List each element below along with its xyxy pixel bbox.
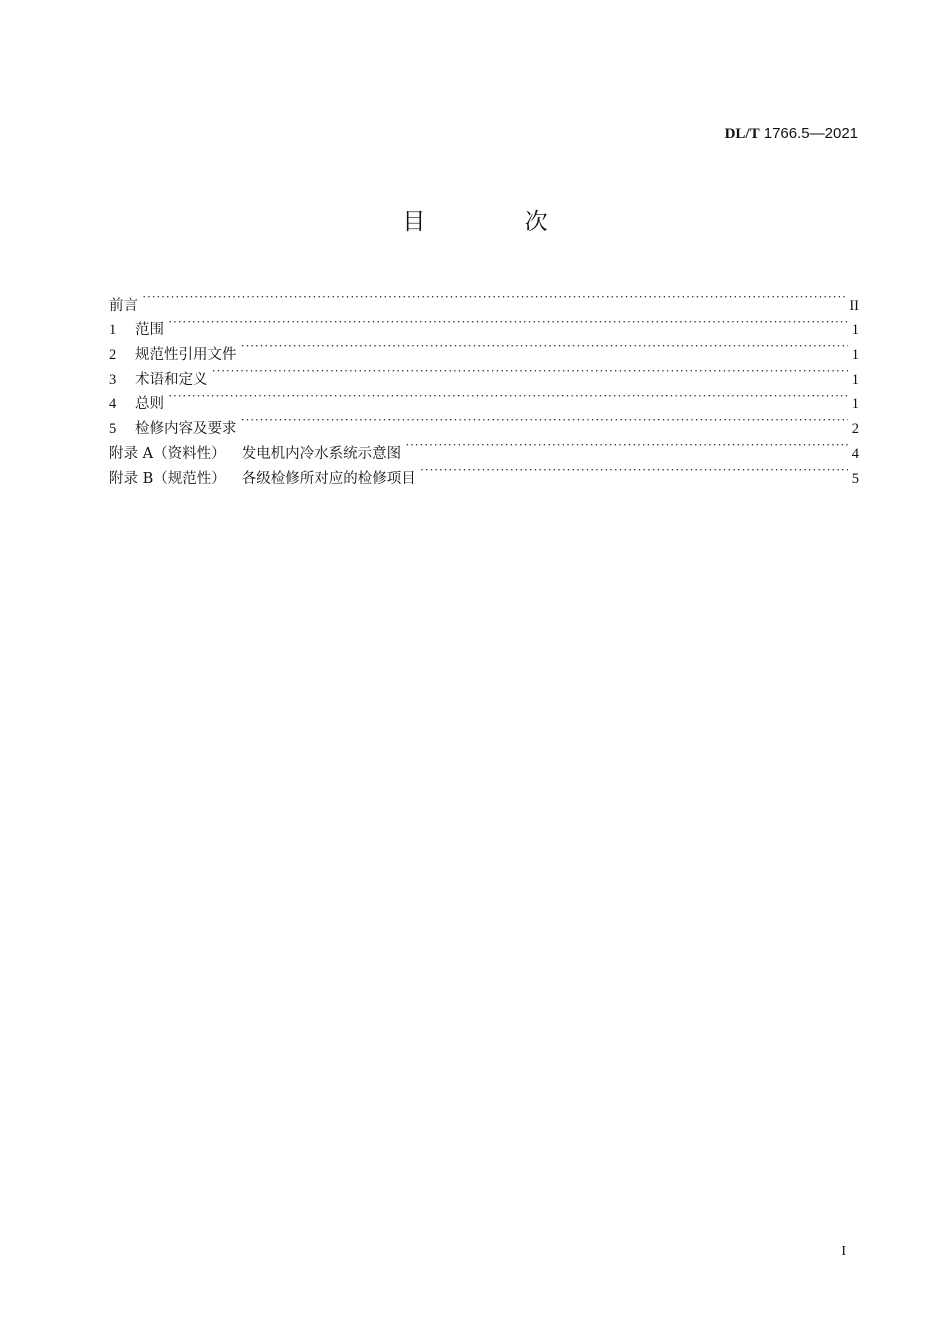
toc-entry-number: 5: [109, 421, 117, 438]
toc-entry-page: 4: [851, 445, 859, 462]
toc-dot-leader: [168, 310, 848, 335]
table-of-contents: [109, 285, 859, 487]
toc-dot-leader: [168, 384, 848, 409]
toc-entry-label: 检修内容及要求: [135, 421, 237, 438]
toc-entry-page: 1: [851, 347, 859, 364]
standard-code: [725, 125, 858, 143]
toc-entry-maintenance-requirements[interactable]: [109, 408, 859, 438]
standard-code-prefix: DL/T: [724, 126, 760, 142]
page-number: I: [841, 1244, 846, 1259]
toc-entry-label: 附录 A（资料性）: [109, 445, 226, 462]
toc-entry-title: 发电机内冷水系统示意图: [241, 445, 402, 462]
toc-entry-foreword[interactable]: [109, 285, 859, 314]
toc-dot-leader: [212, 359, 848, 384]
toc-entry-page: 1: [851, 371, 859, 388]
standard-code-number: 1766.5—2021: [763, 125, 858, 142]
toc-dot-leader: [420, 458, 848, 483]
toc-entry-scope[interactable]: [109, 310, 859, 339]
toc-entry-label: 总则: [135, 396, 164, 413]
toc-dot-leader: [405, 433, 848, 458]
toc-dot-leader: [241, 408, 848, 433]
toc-entry-title: 各级检修所对应的检修项目: [241, 470, 416, 487]
toc-entry-page: 2: [851, 421, 859, 438]
toc-entry-label: 规范性引用文件: [135, 347, 237, 364]
toc-entry-general[interactable]: [109, 384, 859, 413]
toc-entry-page: 5: [851, 470, 859, 487]
toc-entry-label: 附录 B（规范性）: [109, 470, 226, 487]
toc-entry-page: II: [849, 297, 859, 314]
toc-heading: 目 次: [402, 209, 594, 235]
toc-entry-page: 1: [851, 396, 859, 413]
toc-dot-leader: [142, 285, 845, 310]
toc-dot-leader: [241, 334, 848, 359]
toc-entry-number: 1: [109, 322, 117, 339]
toc-entry-number: 4: [109, 396, 117, 413]
toc-entry-label: 前言: [109, 297, 138, 314]
toc-entry-label: 术语和定义: [135, 371, 208, 388]
toc-entry-number: 3: [109, 371, 117, 388]
toc-entry-terms-definitions[interactable]: [109, 359, 859, 388]
toc-entry-number: 2: [109, 347, 117, 364]
toc-entry-label: 范围: [135, 322, 164, 339]
toc-entry-normative-references[interactable]: [109, 334, 859, 364]
toc-entry-page: 1: [851, 322, 859, 339]
